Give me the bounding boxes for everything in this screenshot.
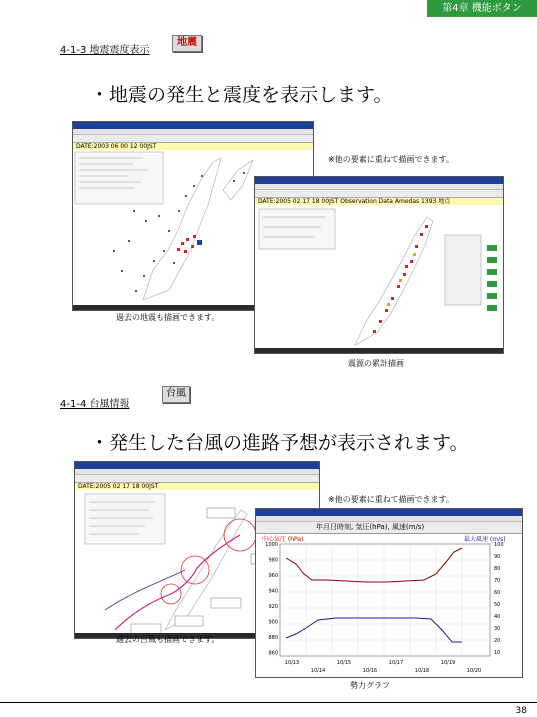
pressure-tick-label: 920 <box>268 604 278 610</box>
footer-divider <box>0 702 537 703</box>
pressure-axis-label: 中心気圧 (hPa) <box>262 536 304 543</box>
intensity-graph <box>256 534 522 677</box>
page-number: 38 <box>515 706 527 716</box>
typhoon-intensity-window <box>255 508 523 678</box>
pressure-tick-label: 940 <box>268 588 278 595</box>
pressure-tick-label: 960 <box>268 573 278 579</box>
date-tick-label: 10/13 <box>284 660 300 666</box>
wind-tick-label: 70 <box>494 578 501 584</box>
typhoon-overlay-note: ※他の要素に重ねて描画できます。 <box>328 495 454 504</box>
earthquake-cumulative-caption: 震源の累計描画 <box>348 359 404 368</box>
date-tick-label: 10/14 <box>310 668 326 674</box>
typhoon-past-caption: 過去の台風も描画できます。 <box>116 635 220 644</box>
wind-tick-label: 50 <box>494 602 501 608</box>
wind-tick-label: 40 <box>494 614 501 620</box>
pressure-tick-label: 900 <box>268 619 278 626</box>
screen-info-line: DATE:2005 02 17 18 00JST Observation Data Amedas 1393 地点 <box>255 198 503 207</box>
pressure-tick-label: 880 <box>268 635 278 641</box>
chapter-tab: 第4章 機能ボタン <box>427 0 537 17</box>
section-title-earthquake: 4-1-3 地震震度表示 <box>60 45 150 56</box>
typhoon-button[interactable]: 台風 <box>162 386 190 403</box>
pressure-tick-label: 860 <box>268 650 278 657</box>
date-tick-label: 10/15 <box>336 660 352 666</box>
date-tick-label: 10/16 <box>362 668 378 674</box>
date-tick-label: 10/19 <box>440 660 456 666</box>
wind-tick-label: 60 <box>494 590 501 596</box>
wind-tick-label: 90 <box>494 554 501 560</box>
earthquake-description: ・地震の発生と震度を表示します。 <box>90 84 393 106</box>
screen-info-line: DATE:2005 02 17 18 00JST <box>75 483 319 492</box>
wind-tick-label: 30 <box>494 626 501 632</box>
date-tick-label: 10/20 <box>466 668 482 674</box>
wind-tick-label: 80 <box>494 566 501 572</box>
pressure-tick-label: 1000 <box>265 542 278 548</box>
typhoon-description: ・発生した台風の進路予想が表示されます。 <box>90 432 469 454</box>
screen-info-line: DATE:2003 06 00 12 00JST <box>73 143 313 152</box>
earthquake-screenshot-cumulative <box>254 176 504 354</box>
intensity-graph-caption: 勢力グラフ <box>350 681 390 690</box>
graph-header: 年月日時刻, 気圧(hPa), 風速(m/s) <box>256 522 522 534</box>
date-tick-label: 10/17 <box>388 660 404 666</box>
earthquake-overlay-note: ※他の要素に重ねて描画できます。 <box>328 155 454 164</box>
date-tick-label: 10/18 <box>414 668 430 674</box>
wind-axis-label: 最大風速 (m/s) <box>464 536 506 543</box>
wind-tick-label: 20 <box>494 638 501 644</box>
wind-tick-label: 100 <box>494 542 504 548</box>
earthquake-past-caption: 過去の地震も描画できます。 <box>116 313 220 322</box>
cumulative-map <box>255 205 503 353</box>
earthquake-button[interactable]: 地震 <box>172 35 202 52</box>
pressure-tick-label: 980 <box>268 557 278 564</box>
section-title-typhoon: 4-1-4 台風情報 <box>60 399 130 410</box>
wind-tick-label: 10 <box>494 650 501 656</box>
